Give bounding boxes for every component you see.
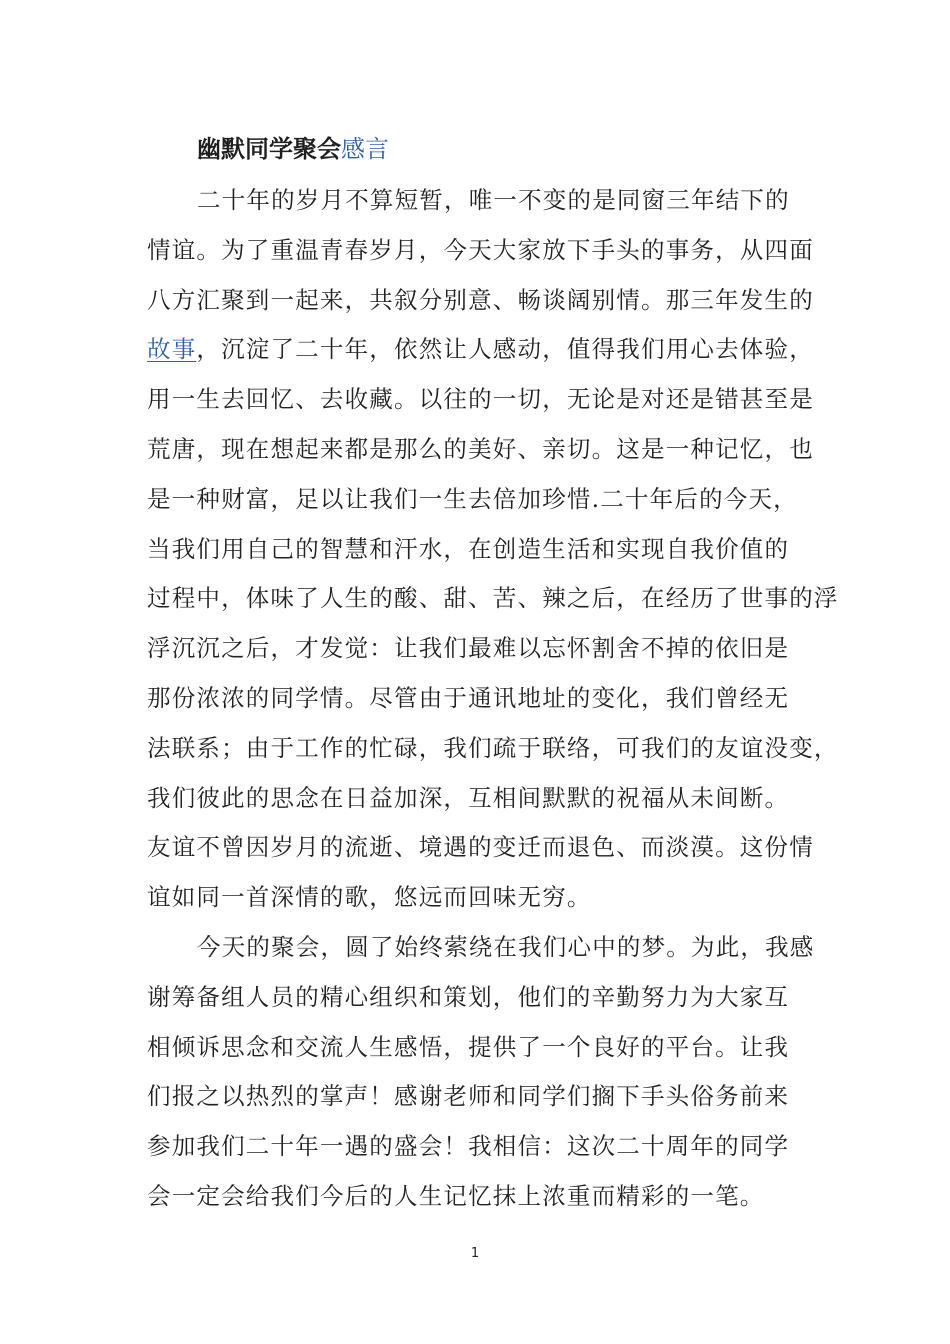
paragraph-line: 相倾诉思念和交流人生感悟，提供了一个良好的平台。让我 [147, 1032, 790, 1061]
paragraph-line: 法联系；由于工作的忙碌，我们疏于联络，可我们的友谊没变， [147, 733, 839, 762]
paragraph-line: 会一定会给我们今后的人生记忆抹上浓重而精彩的一笔。 [147, 1181, 765, 1210]
paragraph-line: 那份浓浓的同学情。尽管由于通讯地址的变化，我们曾经无 [147, 683, 790, 712]
paragraph-line: 过程中，体味了人生的酸、甜、苦、辣之后，在经历了世事的浮 [147, 584, 839, 613]
paragraph-line: 八方汇聚到一起来，共叙分别意、畅谈阔别情。那三年发生的 [147, 285, 814, 314]
paragraph-line: 参加我们二十年一遇的盛会！我相信：这次二十周年的同学 [147, 1132, 790, 1161]
paragraph-line: 谊如同一首深情的歌，悠远而回味无穷。 [147, 883, 592, 912]
paragraph-line: 用一生去回忆、去收藏。以往的一切，无论是对还是错甚至是 [147, 385, 814, 414]
paragraph-line: 今天的聚会，圆了始终萦绕在我们心中的梦。为此，我感 [197, 932, 815, 961]
paragraph-line: 荒唐，现在想起来都是那么的美好、亲切。这是一种记忆，也 [147, 434, 814, 463]
story-link[interactable]: 故事 [147, 335, 197, 364]
paragraph-line: 们报之以热烈的掌声！感谢老师和同学们搁下手头俗务前来 [147, 1082, 790, 1111]
paragraph-line: 友谊不曾因岁月的流逝、境遇的变迁而退色、而淡漠。这份情 [147, 833, 814, 862]
page-number: 1 [470, 1246, 480, 1261]
document-body [147, 176, 839, 1222]
paragraph-line: 当我们用自己的智慧和汗水，在创造生活和实现自我价值的 [147, 534, 790, 563]
title-main: 幽默同学聚会 [197, 135, 341, 163]
paragraph-line: 情谊。为了重温青春岁月，今天大家放下手头的事务，从四面 [147, 235, 814, 264]
title-link[interactable]: 感言 [341, 135, 389, 163]
paragraph-line: 我们彼此的思念在日益加深，互相间默默的祝福从未间断。 [147, 783, 790, 812]
paragraph-line: 谢筹备组人员的精心组织和策划，他们的辛勤努力为大家互 [147, 982, 790, 1011]
paragraph-line: 二十年的岁月不算短暂，唯一不变的是同窗三年结下的 [197, 186, 790, 214]
document-title [197, 132, 389, 166]
paragraph-line-text: ，沉淀了二十年，依然让人感动，值得我们用心去体验， [196, 335, 814, 364]
paragraph-line: 是一种财富，足以让我们一生去倍加珍惜.二十年后的今天， [147, 484, 798, 513]
paragraph-line-with-link [147, 325, 827, 375]
paragraph-line: 浮沉沉之后，才发觉：让我们最难以忘怀割舍不掉的依旧是 [147, 634, 790, 663]
